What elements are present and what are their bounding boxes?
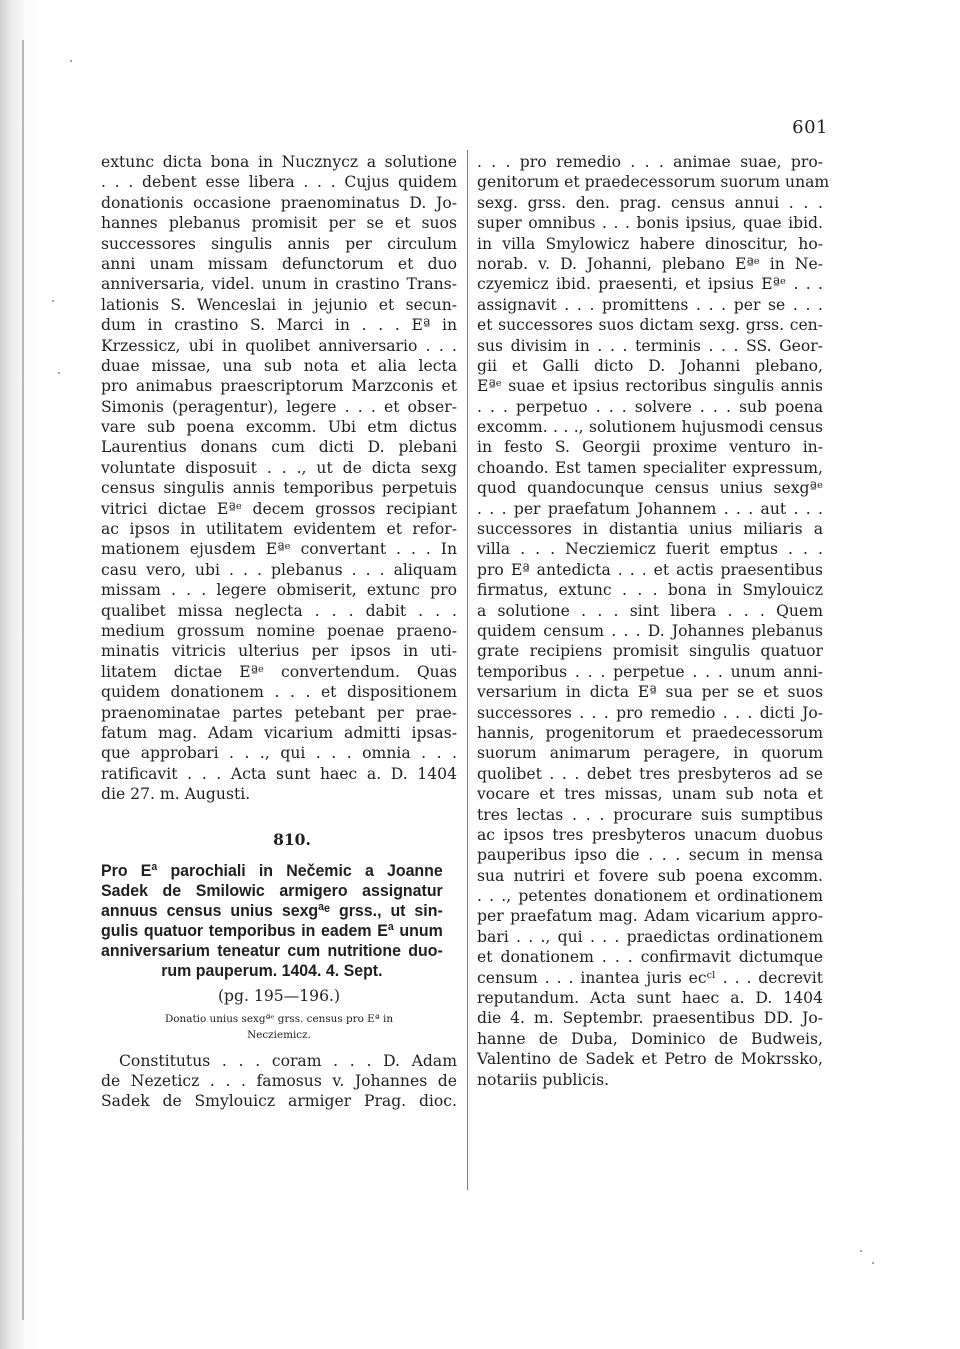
text-line: Simonis (peragentur), legere . . . et obser-	[101, 397, 457, 416]
text-line: Pro Eª parochiali in Nečemic a Joanne	[101, 860, 443, 880]
text-line: fatum mag. Adam vicarium admitti ipsas-	[101, 723, 457, 742]
text-line: vare sub poena excomm. Ubi etm dictus	[101, 418, 457, 437]
left-column	[101, 152, 457, 1112]
text-line: excomm. . . ., solutionem hujusmodi census	[477, 418, 823, 437]
text-line: choando. Est tamen specialiter expressum,	[477, 458, 823, 477]
text-line: et successores suos dictam sexg. grss. cen-	[477, 316, 823, 335]
text-line: hannes plebanus promisit per se et suos	[101, 214, 457, 233]
scan-speck	[58, 372, 60, 374]
text-line: pauperibus ipso die . . . secum in mensa	[477, 846, 823, 865]
text-line: temporibus . . . perpetue . . . unum anni-	[477, 662, 823, 681]
text-line: successores . . . pro remedio . . . dicti Jo-	[477, 703, 823, 722]
text-line: ratificavit . . . Acta sunt haec a. D. 1404	[101, 764, 457, 783]
text-line: praenominatae partes petebant per prae-	[101, 703, 457, 722]
text-line: anniversaria, videl. unum in crastino Trans-	[101, 275, 457, 294]
text-line: gii et Galli dicto D. Johanni plebano,	[477, 356, 823, 375]
text-line: extunc dicta bona in Nucznycz a solutione	[101, 153, 457, 171]
text-line: Sadek de Smilowic armigero assignatur	[101, 880, 443, 900]
text-line: . . . pro remedio . . . animae suae, pro-	[477, 153, 823, 171]
text-line: in villa Smylowicz habere dinoscitur, ho-	[477, 234, 823, 253]
text-line: quidem censum . . . D. Johannes plebanus	[477, 621, 823, 640]
page-number: 601	[792, 117, 828, 138]
text-line: a solutione . . . sint libera . . . Quem	[477, 601, 823, 620]
text-line: hanne de Duba, Dominico de Budweis,	[477, 1029, 823, 1048]
text-line: anniversarium teneatur cum nutritione duo-	[101, 940, 443, 960]
left-column-text	[101, 152, 457, 805]
text-line: versarium in dicta Eª sua per se et suos	[477, 683, 823, 702]
text-line: . . . per praefatum Johannem . . . aut . . .	[477, 499, 823, 518]
text-line: litatem dictae Eªᵉ convertendum. Quas	[101, 662, 457, 681]
text-line: mationem ejusdem Eªᵉ convertant . . . In	[101, 540, 457, 559]
right-column-text	[477, 152, 830, 1090]
text-line: lationis S. Wenceslai in jejunio et secun-	[101, 295, 457, 314]
text-line: ac ipsos in utilitatem evidentem et refor-	[101, 520, 457, 539]
text-line: anni unam missam defunctorum et duo	[101, 254, 457, 273]
scan-speck	[860, 1250, 862, 1252]
text-line: . . ., petentes donationem et ordinationem	[477, 887, 823, 906]
text-line: rum pauperum. 1404. 4. Sept.	[161, 960, 383, 980]
text-line: vocare et tres missas, unam sub nota et	[477, 785, 823, 804]
text-line: successores singulis annis per circulum	[101, 234, 457, 253]
scan-speck	[872, 1262, 874, 1264]
entry-summary	[101, 1011, 457, 1043]
text-line: reputandum. Acta sunt haec a. D. 1404	[477, 989, 823, 1008]
text-line: Constitutus . . . coram . . . D. Adam	[119, 1051, 457, 1070]
text-line: grate recipiens promisit singulis quatuor	[477, 642, 823, 661]
text-line: successores in distantia unius miliaris a	[477, 520, 823, 539]
entry-text	[101, 1051, 457, 1112]
text-line: et donationem . . . confirmavit dictumque	[477, 948, 823, 967]
text-line: die 4. m. Septembr. praesentibus DD. Jo-	[477, 1009, 823, 1028]
scan-speck	[70, 60, 72, 62]
text-line: per praefatum mag. Adam vicarium appro-	[477, 907, 823, 926]
text-line: villa . . . Necziemicz fuerit emptus . . .	[477, 540, 823, 559]
text-line: pro Eª antedicta . . . et actis praesentibus	[477, 560, 823, 579]
text-line: que approbari . . ., qui . . . omnia . . .	[101, 744, 457, 763]
text-line: genitorum et praedecessorum suorum unam	[477, 173, 830, 192]
text-line: Donatio unius sexgªᵉ grss. census pro Eª in	[164, 1012, 394, 1025]
text-line: super omnibus . . . bonis ipsius, quae ibid.	[477, 214, 823, 233]
column-divider	[467, 150, 468, 1190]
text-line: Necziemicz.	[247, 1028, 311, 1041]
text-line: donationis occasione praenominatus D. Jo-	[101, 193, 457, 212]
text-line: die 27. m. Augusti.	[101, 785, 251, 804]
text-line: notariis publicis.	[477, 1070, 610, 1089]
text-line: vitrici dictae Eªᵉ decem grossos recipiant	[101, 499, 457, 518]
scanned-page-edge	[0, 0, 40, 1349]
text-line: sua nutriri et fovere sub poena excomm.	[477, 866, 823, 885]
text-line: Valentino de Sadek et Petro de Mokrssko,	[477, 1050, 823, 1069]
text-line: pro animabus praescriptorum Marzconis et	[101, 377, 457, 396]
text-line: voluntate disposuit . . ., ut de dicta sexg	[101, 458, 457, 477]
text-line: duae missae, una sub nota et alia lecta	[101, 356, 457, 375]
text-line: Sadek de Smylouicz armiger Prag. dioc.	[101, 1092, 457, 1111]
text-line: gulis quatuor temporibus in eadem Eª unum	[101, 920, 443, 940]
text-line: Laurentius donans cum dicti D. plebani	[101, 438, 457, 457]
text-line: . . . perpetuo . . . solvere . . . sub poena	[477, 397, 823, 416]
text-line: suorum animarum peragere, in quorum	[477, 744, 823, 763]
text-line: firmatus, extunc . . . bona in Smylouicz	[477, 581, 823, 600]
text-line: annuus census unius sexgªᵉ grss., ut sin-	[101, 900, 443, 920]
text-line: assignavit . . . promittens . . . per se . . .	[477, 295, 823, 314]
scan-speck	[52, 300, 54, 302]
text-line: ac ipsos tres presbyteros unacum duobus	[477, 825, 823, 844]
text-line: quod quandocunque census unius sexgªᵉ	[477, 479, 823, 498]
text-line: medium grossum nomine poenae praeno-	[101, 621, 457, 640]
text-line: bari . . ., qui . . . praedictas ordinationem	[477, 927, 823, 946]
text-line: quidem donationem . . . et dispositionem	[101, 683, 457, 702]
text-line: minatis vitricis ulterius per ipsos in uti-	[101, 642, 457, 661]
text-line: de Nezeticz . . . famosus v. Johannes de	[101, 1071, 457, 1090]
text-line: hannis, progenitorum et praedecessorum	[477, 723, 823, 742]
text-line: Krzessicz, ubi in quolibet anniversario . . .	[101, 336, 457, 355]
text-line: norab. v. D. Johanni, plebano Eªᵉ in Ne-	[477, 254, 823, 273]
text-line: in festo S. Georgii proxime venturo in-	[477, 438, 823, 457]
right-column	[477, 152, 830, 1090]
text-line: census singulis annis temporibus perpetuis	[101, 479, 457, 498]
entry-heading	[101, 861, 457, 981]
text-line: censum . . . inantea juris ecᶜˡ . . . decrevit	[477, 968, 823, 987]
entry-number: 810.	[273, 829, 311, 849]
page-reference: (pg. 195—196.)	[217, 986, 341, 1005]
binding-shadow	[22, 40, 24, 1320]
text-line: Eªᵉ suae et ipsius rectoribus singulis annis	[477, 377, 823, 396]
text-line: dum in crastino S. Marci in . . . Eª in	[101, 316, 457, 335]
text-line: casu vero, ubi . . . plebanus . . . aliquam	[101, 560, 457, 579]
text-line: qualibet missa neglecta . . . dabit . . .	[101, 601, 457, 620]
text-line: quolibet . . . debet tres presbyteros ad se	[477, 764, 823, 783]
text-line: czyemicz ibid. praesenti, et ipsius Eªᵉ . . .	[477, 275, 823, 294]
text-line: tres lectas . . . procurare suis sumptibus	[477, 805, 823, 824]
text-line: sus divisim in . . . terminis . . . SS. Geor-	[477, 336, 823, 355]
text-line: sexg. grss. den. prag. census annui . . .	[477, 193, 823, 212]
text-line: . . . debent esse libera . . . Cujus quidem	[101, 173, 457, 192]
text-line: missam . . . legere obmiserit, extunc pro	[101, 581, 457, 600]
